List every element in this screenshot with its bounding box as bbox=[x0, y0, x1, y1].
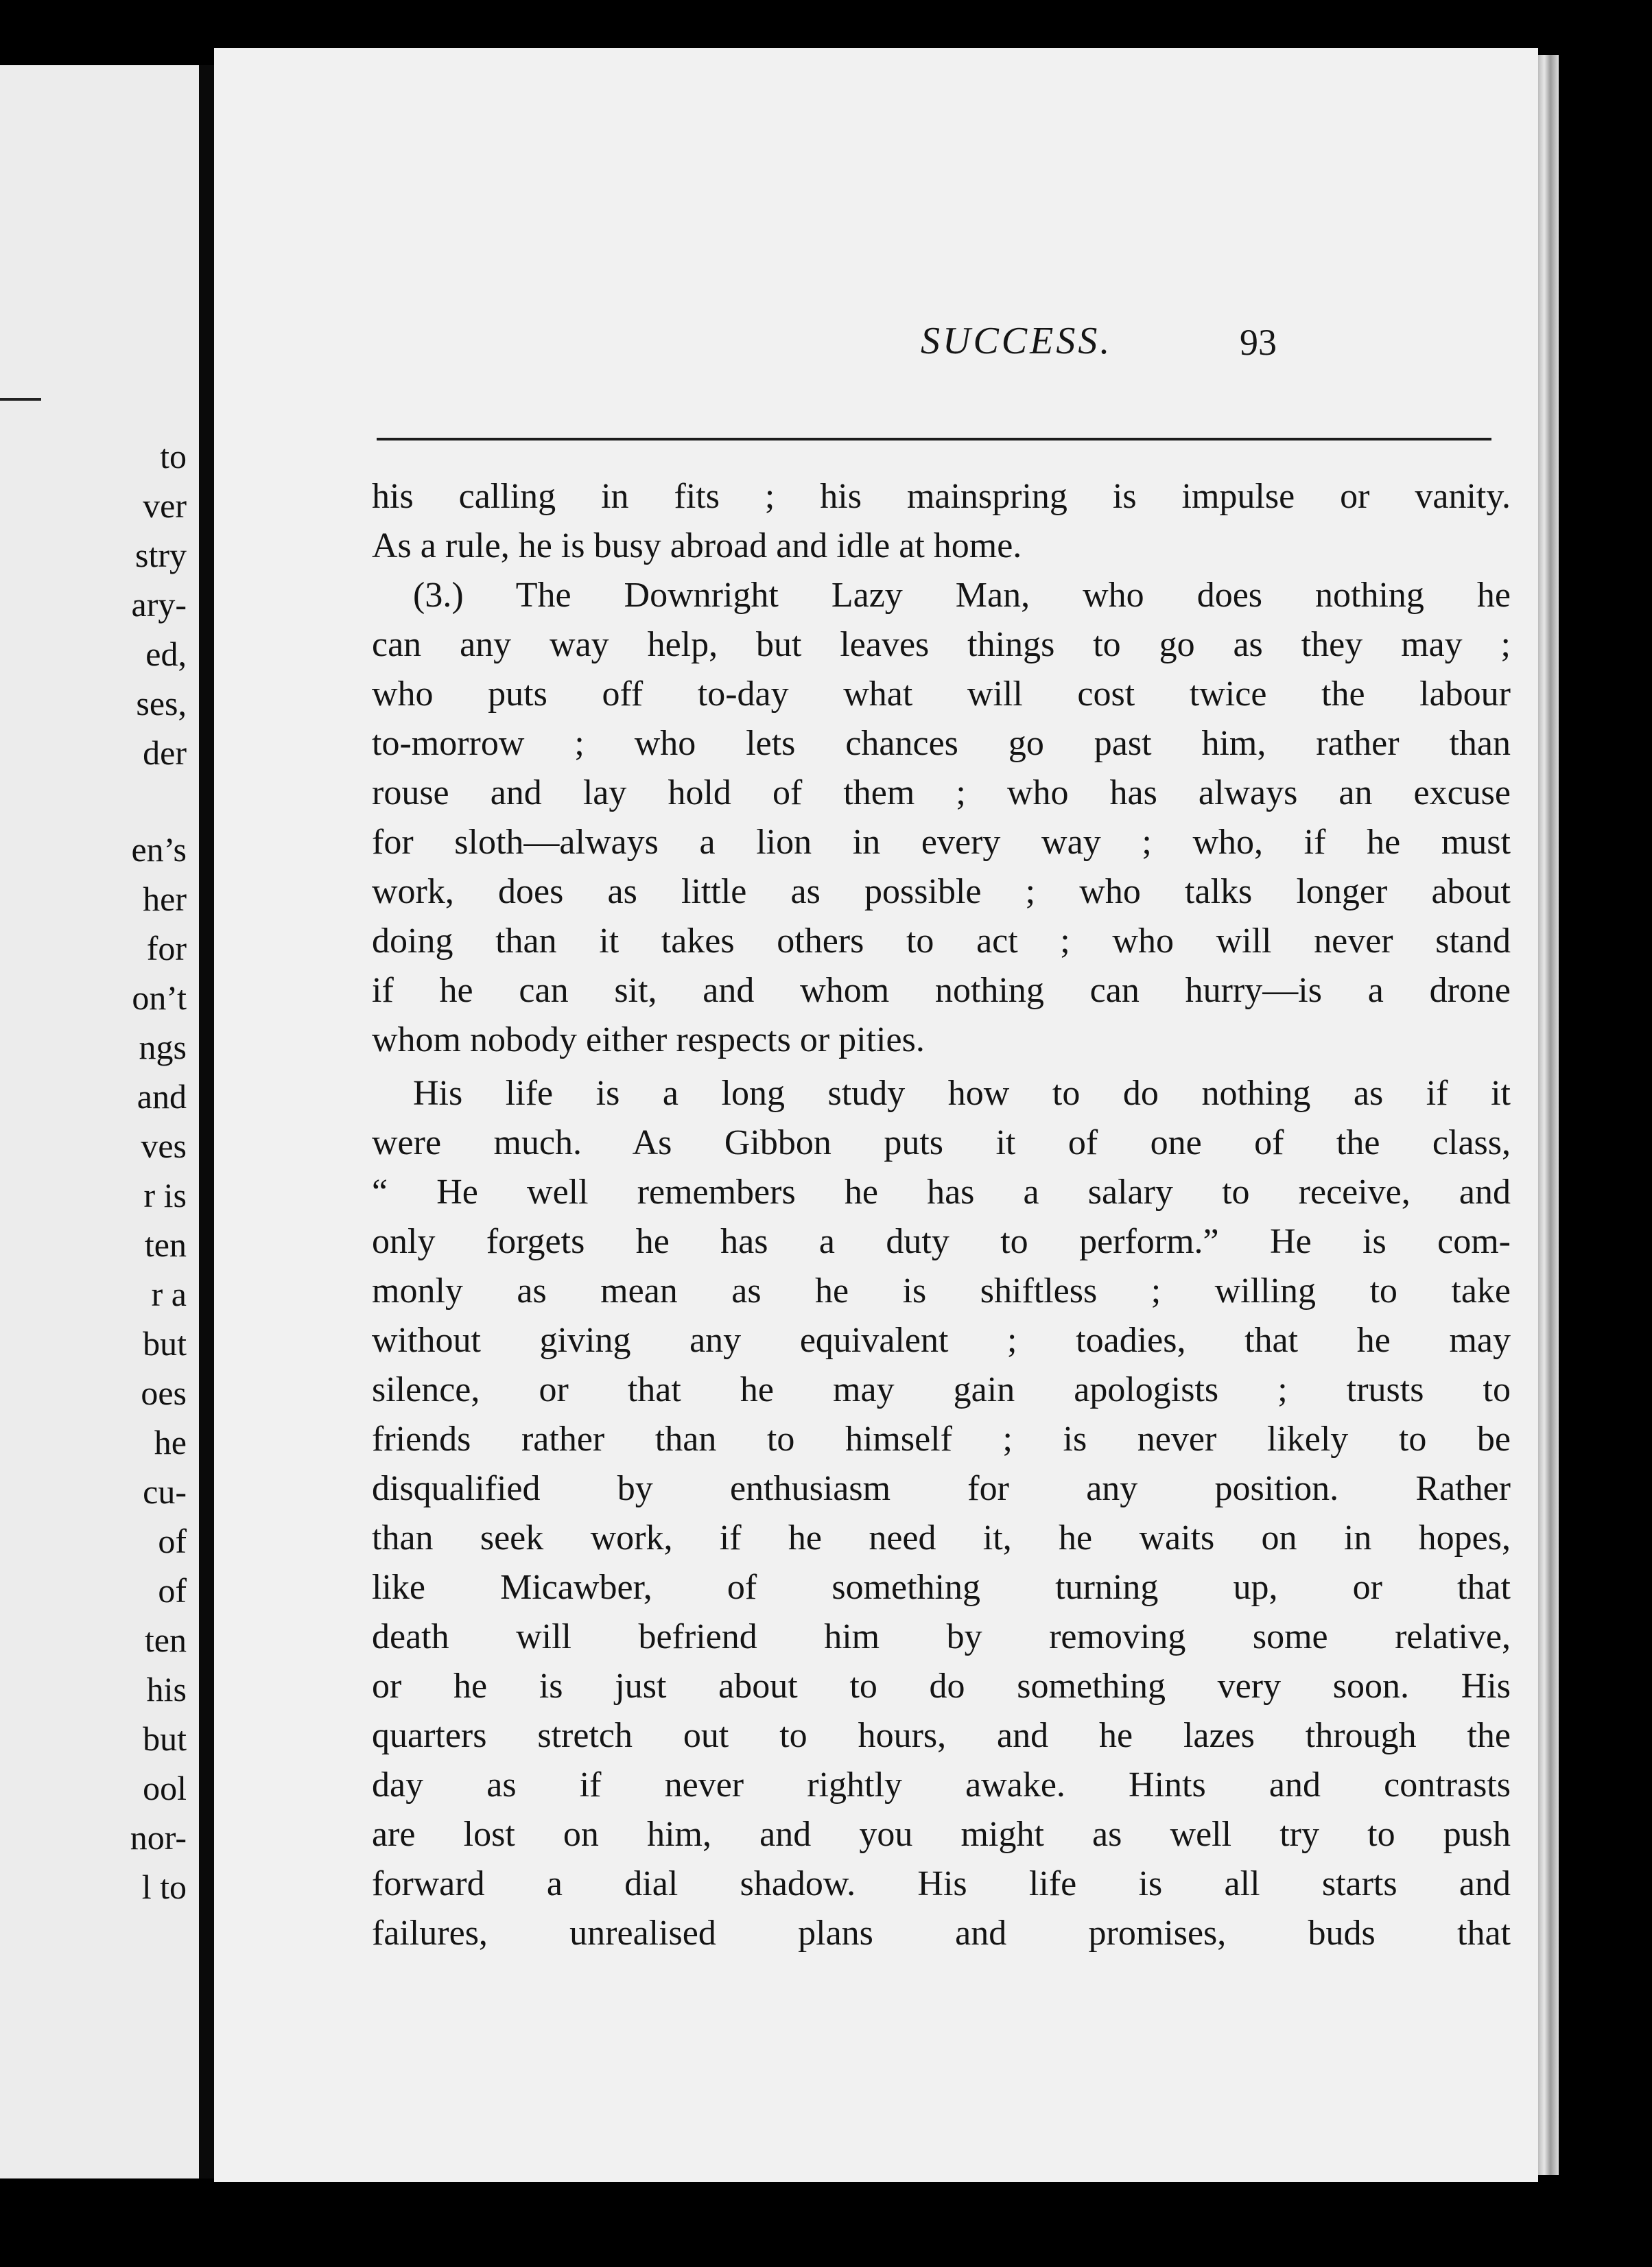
page-edge bbox=[1538, 55, 1559, 2175]
left-page-fragment: cu- bbox=[143, 1472, 187, 1511]
text-line: friends rather than to himself ; is never likely to be bbox=[372, 1420, 1511, 1459]
left-page-fragment: der bbox=[143, 733, 187, 772]
left-page-fragment: of bbox=[158, 1571, 187, 1610]
left-page-fragment: ten bbox=[144, 1225, 187, 1264]
text-line: His life is a long study how to do nothing as if it bbox=[413, 1074, 1511, 1113]
left-page-fragment: but bbox=[143, 1324, 187, 1363]
left-page-fragment: ver bbox=[143, 486, 187, 525]
left-page-fragment: his bbox=[146, 1670, 187, 1708]
text-line: whom nobody either respects or pities. bbox=[372, 1020, 925, 1059]
left-page-fragment: nor- bbox=[130, 1818, 187, 1857]
text-line: who puts off to-day what will cost twice the labour bbox=[372, 674, 1511, 714]
text-line: are lost on him, and you might as well try to push bbox=[372, 1815, 1511, 1854]
text-line: silence, or that he may gain apologists ; trusts to bbox=[372, 1370, 1511, 1409]
text-line: failures, unrealised plans and promises, buds that bbox=[372, 1914, 1511, 1953]
text-line: or he is just about to do something very soon. His bbox=[372, 1667, 1511, 1706]
left-page-fragment: he bbox=[154, 1423, 187, 1461]
text-line: death will befriend him by removing some relative, bbox=[372, 1617, 1511, 1656]
text-line: monly as mean as he is shiftless ; willing to take bbox=[372, 1271, 1511, 1311]
left-page-fragment: to bbox=[160, 437, 187, 475]
left-page-fragment: ed, bbox=[145, 635, 187, 673]
left-page-fragment: ool bbox=[143, 1769, 187, 1807]
text-line: without giving any equivalent ; toadies, that he may bbox=[372, 1321, 1511, 1360]
left-page-fragment: ten bbox=[144, 1621, 187, 1659]
left-page-fragment: ary- bbox=[131, 585, 187, 624]
running-head: SUCCESS. bbox=[921, 320, 1113, 362]
text-line: can any way help, but leaves things to go as they may ; bbox=[372, 625, 1511, 664]
text-line: “ He well remembers he has a salary to receive, and bbox=[372, 1173, 1511, 1212]
left-page-fragment: r is bbox=[143, 1176, 187, 1214]
left-page-fragment: for bbox=[146, 929, 187, 967]
text-line: quarters stretch out to hours, and he lazes through the bbox=[372, 1716, 1511, 1755]
right-page bbox=[214, 48, 1538, 2182]
left-page-fragment: ses, bbox=[136, 684, 187, 723]
text-line: for sloth—always a lion in every way ; who, if he must bbox=[372, 823, 1511, 862]
left-page bbox=[0, 65, 199, 2178]
left-page-rule bbox=[0, 398, 41, 401]
left-page-fragment: ngs bbox=[139, 1028, 187, 1066]
text-line: if he can sit, and whom nothing can hurry—is a drone bbox=[372, 971, 1511, 1010]
text-line: day as if never rightly awake. Hints and contrasts bbox=[372, 1765, 1511, 1805]
text-line: forward a dial shadow. His life is all starts and bbox=[372, 1864, 1511, 1903]
left-page-fragment: en’s bbox=[131, 830, 187, 869]
text-line: his calling in fits ; his mainspring is impulse or vanity. bbox=[372, 477, 1511, 516]
text-line: work, does as little as possible ; who talks longer about bbox=[372, 872, 1511, 911]
text-line: disqualified by enthusiasm for any position. Rather bbox=[372, 1469, 1511, 1508]
text-line: than seek work, if he need it, he waits on in hopes, bbox=[372, 1518, 1511, 1558]
left-page-fragment: her bbox=[143, 880, 187, 918]
left-page-fragment: but bbox=[143, 1719, 187, 1758]
left-page-fragment: ves bbox=[141, 1127, 187, 1165]
left-page-fragment: oes bbox=[141, 1374, 187, 1412]
text-line: rouse and lay hold of them ; who has always an excuse bbox=[372, 773, 1511, 812]
left-page-fragment: and bbox=[137, 1077, 187, 1116]
text-line: As a rule, he is busy abroad and idle at home. bbox=[372, 526, 1022, 565]
text-line: (3.) The Downright Lazy Man, who does nothing he bbox=[413, 576, 1511, 615]
left-page-fragment: l to bbox=[141, 1868, 187, 1906]
page-number: 93 bbox=[1240, 322, 1277, 363]
left-page-fragment: stry bbox=[135, 536, 187, 574]
book-gutter bbox=[199, 65, 214, 2178]
left-page-fragment: on’t bbox=[132, 978, 187, 1017]
left-page-fragment: r a bbox=[151, 1275, 187, 1313]
text-line: to-morrow ; who lets chances go past him, rather than bbox=[372, 724, 1511, 763]
left-page-fragment: of bbox=[158, 1522, 187, 1560]
text-line: only forgets he has a duty to perform.” He is com- bbox=[372, 1222, 1511, 1261]
text-line: like Micawber, of something turning up, or that bbox=[372, 1568, 1511, 1607]
body-text bbox=[372, 472, 1511, 1958]
text-line: were much. As Gibbon puts it of one of the class, bbox=[372, 1123, 1511, 1162]
text-line: doing than it takes others to act ; who will never stand bbox=[372, 921, 1511, 961]
header-rule bbox=[377, 438, 1491, 441]
